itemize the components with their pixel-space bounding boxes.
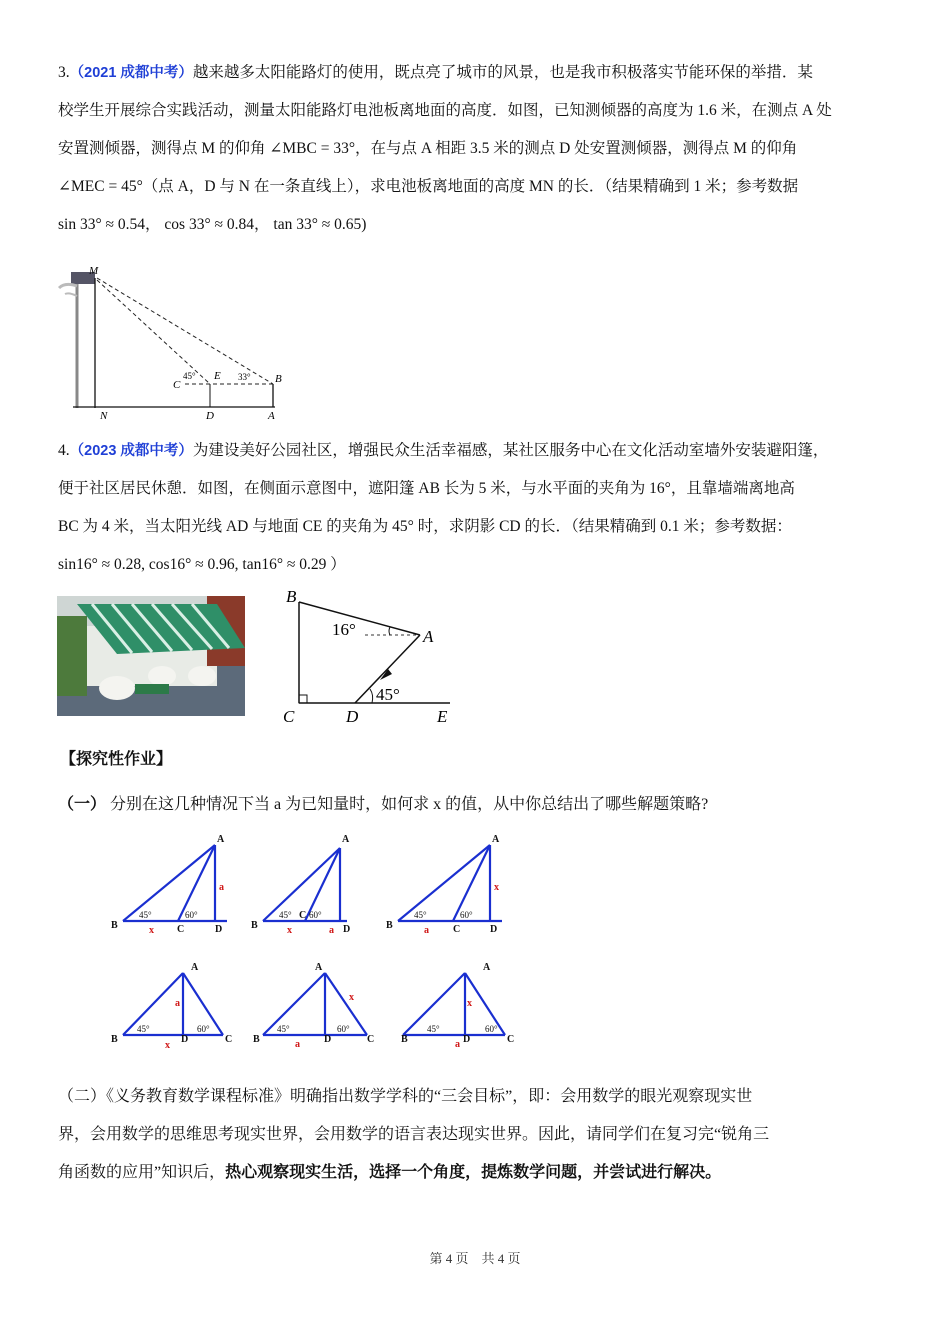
svg-text:M: M	[89, 265, 99, 277]
svg-text:B: B	[253, 1034, 260, 1045]
svg-text:C: C	[225, 1034, 233, 1045]
svg-text:45°: 45°	[279, 910, 292, 920]
q4-figure	[280, 585, 460, 730]
q3-paragraph	[58, 54, 898, 244]
svg-text:N: N	[100, 410, 108, 422]
svg-text:D: D	[206, 410, 214, 422]
svg-text:B: B	[401, 1034, 408, 1045]
part1-text: 分别在这几种情况下当 a 为已知量时，如何求 x 的值，从中你总结出了哪些解题策略?	[110, 796, 709, 813]
part2-emphasis: 热心观察现实生活，选择一个角度，提炼数学问题，并尝试进行解决。	[225, 1164, 722, 1181]
part1-label: （一）	[58, 796, 107, 813]
q4-line3: BC 为 4 米，当太阳光线 AD 与地面 CE 的夹角为 45° 时，求阴影 CD 的长．（结果精确到 0.1 米；参考数据：	[58, 518, 792, 535]
svg-text:D: D	[490, 924, 498, 935]
part2-line2: 界，会用数学的思维思考现实世界，会用数学的语言表达现实世界。因此，请同学们在复习完“锐角三	[58, 1126, 770, 1143]
svg-text:a: a	[329, 925, 334, 936]
svg-text:B: B	[286, 587, 297, 606]
q3-line5: sin 33° ≈ 0.54， cos 33° ≈ 0.84， tan 33° ≈ 0.65)	[58, 216, 367, 233]
q3-line3: 安置测倾器，测得点 M 的仰角 ∠MBC = 33°，在与点 A 相距 3.5 米的测点 D 处安置测倾器，测得点 M 的仰角	[58, 140, 798, 157]
svg-text:45°: 45°	[414, 910, 427, 920]
exploration-diagrams	[105, 830, 535, 1055]
part2-paragraph	[58, 1078, 898, 1192]
part2-line1: （二）《义务教育数学课程标准》明确指出数学学科的“三会目标”，即：会用数学的眼光观察现实世	[58, 1088, 753, 1105]
svg-text:60°: 60°	[185, 910, 198, 920]
svg-text:45°: 45°	[277, 1024, 290, 1034]
page-footer: 第 4 页 共 4 页	[429, 1251, 521, 1266]
awning-photo	[57, 596, 245, 716]
q4-line1: 4.（2023 成都中考）为建设美好公园社区，增强民众生活幸福感，某社区服务中心在文化活动室墙外安装避阳篷，	[58, 442, 829, 459]
svg-text:C: C	[507, 1034, 515, 1045]
svg-text:B: B	[386, 920, 393, 931]
svg-text:B: B	[111, 920, 118, 931]
svg-text:x: x	[467, 998, 472, 1009]
svg-text:x: x	[165, 1040, 170, 1051]
svg-text:a: a	[424, 925, 429, 936]
svg-text:60°: 60°	[309, 910, 322, 920]
svg-text:C: C	[173, 379, 181, 391]
svg-text:A: A	[217, 834, 225, 845]
svg-text:45°: 45°	[183, 371, 196, 381]
svg-text:16°: 16°	[332, 620, 356, 639]
svg-text:60°: 60°	[197, 1024, 210, 1034]
section-heading: 【探究性作业】	[60, 751, 173, 768]
svg-text:A: A	[483, 962, 491, 973]
q3-source: （2021 成都中考）	[69, 65, 193, 81]
q4-line4: sin16° ≈ 0.28, cos16° ≈ 0.96, tan16° ≈ 0.29 ）	[58, 556, 346, 573]
svg-text:60°: 60°	[337, 1024, 350, 1034]
svg-text:x: x	[287, 925, 292, 936]
svg-text:60°: 60°	[485, 1024, 498, 1034]
svg-text:C: C	[299, 910, 307, 921]
svg-text:x: x	[349, 992, 354, 1003]
svg-text:C: C	[177, 924, 185, 935]
q4-line2: 便于社区居民休憩．如图，在侧面示意图中，遮阳篷 AB 长为 5 米，与水平面的夹角为 16°，且靠墙端离地高	[58, 480, 795, 497]
svg-text:A: A	[342, 834, 350, 845]
svg-text:B: B	[111, 1034, 118, 1045]
svg-text:x: x	[149, 925, 154, 936]
q3-line4: ∠MEC = 45°（点 A，D 与 N 在一条直线上），求电池板离地面的高度 MN 的长．（结果精确到 1 米；参考数据	[58, 178, 799, 195]
svg-text:33°: 33°	[238, 372, 251, 382]
svg-text:D: D	[324, 1034, 332, 1045]
q4-paragraph	[58, 432, 898, 584]
svg-text:45°: 45°	[137, 1024, 150, 1034]
q3-figure	[55, 258, 295, 423]
svg-text:x: x	[494, 882, 499, 893]
svg-text:A: A	[268, 410, 275, 422]
svg-text:45°: 45°	[376, 685, 400, 704]
svg-text:A: A	[315, 962, 323, 973]
svg-text:a: a	[219, 882, 224, 893]
svg-text:E: E	[437, 707, 448, 726]
svg-text:A: A	[191, 962, 199, 973]
svg-text:a: a	[455, 1039, 460, 1050]
svg-text:60°: 60°	[460, 910, 473, 920]
svg-text:D: D	[215, 924, 223, 935]
svg-text:a: a	[175, 998, 180, 1009]
svg-text:C: C	[367, 1034, 375, 1045]
svg-text:B: B	[275, 373, 282, 385]
part2-line3: 角函数的应用”知识后，热心观察现实生活，选择一个角度，提炼数学问题，并尝试进行解决。	[58, 1164, 722, 1181]
svg-text:45°: 45°	[427, 1024, 440, 1034]
part1-prompt	[58, 786, 898, 824]
svg-text:C: C	[453, 924, 461, 935]
svg-text:D: D	[346, 707, 359, 726]
svg-text:C: C	[283, 707, 295, 726]
svg-text:a: a	[295, 1039, 300, 1050]
svg-text:A: A	[423, 627, 434, 646]
q3-line1: 3.（2021 成都中考）越来越多太阳能路灯的使用，既点亮了城市的风景，也是我市积极落实节能环保的举措．某	[58, 64, 813, 81]
svg-text:A: A	[492, 834, 500, 845]
q3-line2: 校学生开展综合实践活动，测量太阳能路灯电池板离地面的高度．如图，已知测倾器的高度为 1.6 米，在测点 A 处	[58, 102, 832, 119]
q4-source: （2023 成都中考）	[69, 443, 193, 459]
svg-text:D: D	[343, 924, 351, 935]
svg-text:D: D	[181, 1034, 189, 1045]
streetlamp-icon	[59, 272, 95, 408]
svg-text:45°: 45°	[139, 910, 152, 920]
svg-text:D: D	[463, 1034, 471, 1045]
svg-text:E: E	[214, 370, 221, 382]
svg-text:B: B	[251, 920, 258, 931]
